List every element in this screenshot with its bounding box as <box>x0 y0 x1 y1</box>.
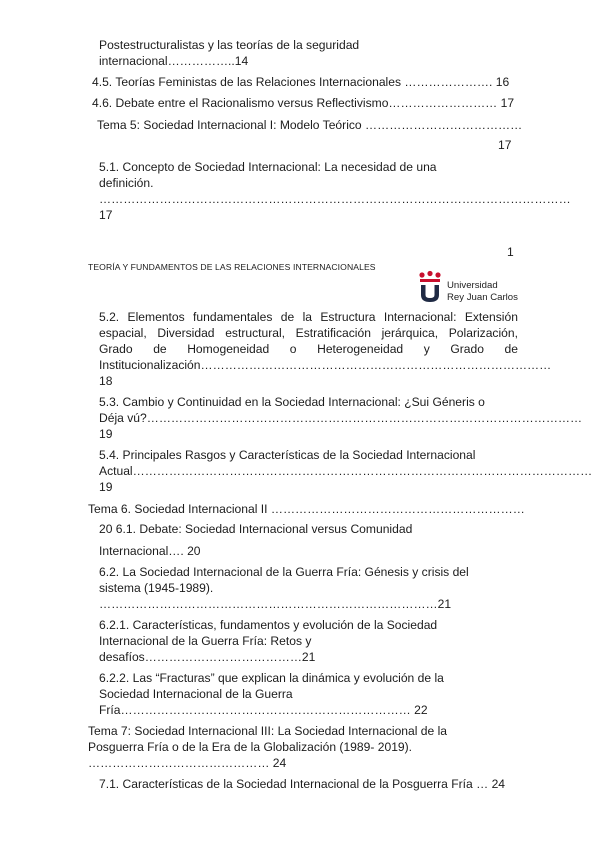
logo-line-1: Universidad <box>447 280 498 291</box>
word: Elementos <box>127 310 185 324</box>
toc-dot-leader: Institucionalización…………………………………………………………………………… <box>99 358 552 372</box>
toc-line: sistema (1945-1989). <box>99 581 214 595</box>
justified-line-2 <box>99 326 518 340</box>
word: Grado <box>99 342 133 356</box>
toc-dot-leader: ……………………………………………………………………………………………………… <box>99 192 571 206</box>
toc-line: Internacional…. 20 <box>99 544 201 558</box>
toc-dot-leader: …………………………………………………………………………21 <box>99 597 452 611</box>
crown-icon <box>417 270 443 304</box>
toc-line: Postestructuralistas y las teorías de la seguridad <box>99 38 360 52</box>
page-number: 1 <box>507 245 514 259</box>
toc-line: Internacional de la Guerra Fría: Retos y <box>99 634 312 648</box>
word: Heterogeneidad <box>317 342 404 356</box>
toc-entry-5-3: 5.3. Cambio y Continuidad en la Sociedad Internacional: ¿Sui Géneris o <box>99 395 485 409</box>
toc-entry-6-1: 20 6.1. Debate: Sociedad Internacional versus Comunidad <box>99 522 413 536</box>
word: de <box>153 342 167 356</box>
toc-line: desafíos…………………………………21 <box>99 650 316 664</box>
word: Internacional: <box>383 310 457 324</box>
word: jerárquica, <box>381 326 439 340</box>
word: Grado <box>450 342 484 356</box>
toc-entry-6-2-2: 6.2.2. Las “Fracturas” que explican la dinámica y evolución de la <box>99 671 444 685</box>
toc-entry-6-2-1: 6.2.1. Características, fundamentos y evolución de la Sociedad <box>99 618 438 632</box>
logo-line-2: Rey Juan Carlos <box>447 292 518 303</box>
toc-line: Sociedad Internacional de la Guerra <box>99 687 293 701</box>
word: fundamentales <box>193 310 273 324</box>
word: Extensión <box>464 310 518 324</box>
word: Estructura <box>320 310 376 324</box>
toc-dot-leader: ……………………………………… 24 <box>88 756 287 770</box>
running-header: TEORÍA Y FUNDAMENTOS DE LAS RELACIONES INTERNACIONALES <box>88 262 376 272</box>
toc-entry-4-5: 4.5. Teorías Feministas de las Relaciones Internacionales …………………. 16 <box>92 75 510 89</box>
toc-entry-5-2 <box>99 310 518 324</box>
toc-entry-6-2: 6.2. La Sociedad Internacional de la Guerra Fría: Génesis y crisis del <box>99 565 469 579</box>
toc-entry-5-4: 5.4. Principales Rasgos y Características de la Sociedad Internacional <box>99 448 476 462</box>
toc-line <box>99 326 518 340</box>
toc-line: Posguerra Fría o de la Era de la Globalización (1989- 2019). <box>88 740 413 754</box>
word: Estratificación <box>295 326 371 340</box>
toc-line: Actual…………………………………………………………………………………………………… <box>99 464 593 478</box>
toc-entry-4-6: 4.6. Debate entre el Racionalismo versus Reflectivismo……………………… 17 <box>92 96 515 110</box>
word: de <box>280 310 295 324</box>
word: estructural, <box>225 326 286 340</box>
word: Polarización, <box>448 326 518 340</box>
toc-page-number: 19 <box>99 427 113 441</box>
toc-line: internacional……………..14 <box>99 54 249 68</box>
toc-page-number: 18 <box>99 374 113 388</box>
word: Homogeneidad <box>187 342 270 356</box>
word: y <box>423 342 430 356</box>
toc-line: Fría……………………………………………………………… 22 <box>99 703 428 717</box>
word: Diversidad <box>157 326 215 340</box>
word: 5.2. <box>99 310 120 324</box>
word: de <box>504 342 518 356</box>
justified-line-3 <box>99 342 518 356</box>
toc-entry-5-1: 5.1. Concepto de Sociedad Internacional: La necesidad de una <box>99 160 437 174</box>
toc-entry-7-1: 7.1. Características de la Sociedad Internacional de la Posguerra Fría … 24 <box>99 777 506 791</box>
word: espacial, <box>99 326 147 340</box>
toc-line <box>99 342 518 356</box>
toc-entry-tema-7: Tema 7: Sociedad Internacional III: La Sociedad Internacional de la <box>88 724 448 738</box>
word: la <box>302 310 312 324</box>
toc-page-number: 17 <box>99 208 113 222</box>
justified-line-1 <box>99 310 518 324</box>
university-logo <box>417 270 517 304</box>
toc-entry-tema-5: Tema 5: Sociedad Internacional I: Modelo Teórico ………………………………… <box>97 118 523 132</box>
word: o <box>289 342 297 356</box>
toc-line: Déja vú?……………………………………………………………………………………………… <box>99 411 583 425</box>
toc-page-number: 19 <box>99 480 113 494</box>
toc-page-number: 17 <box>498 138 512 152</box>
toc-line: definición. <box>99 176 154 190</box>
toc-entry-tema-6: Tema 6. Sociedad Internacional II ……………………………………………………… <box>88 502 525 516</box>
